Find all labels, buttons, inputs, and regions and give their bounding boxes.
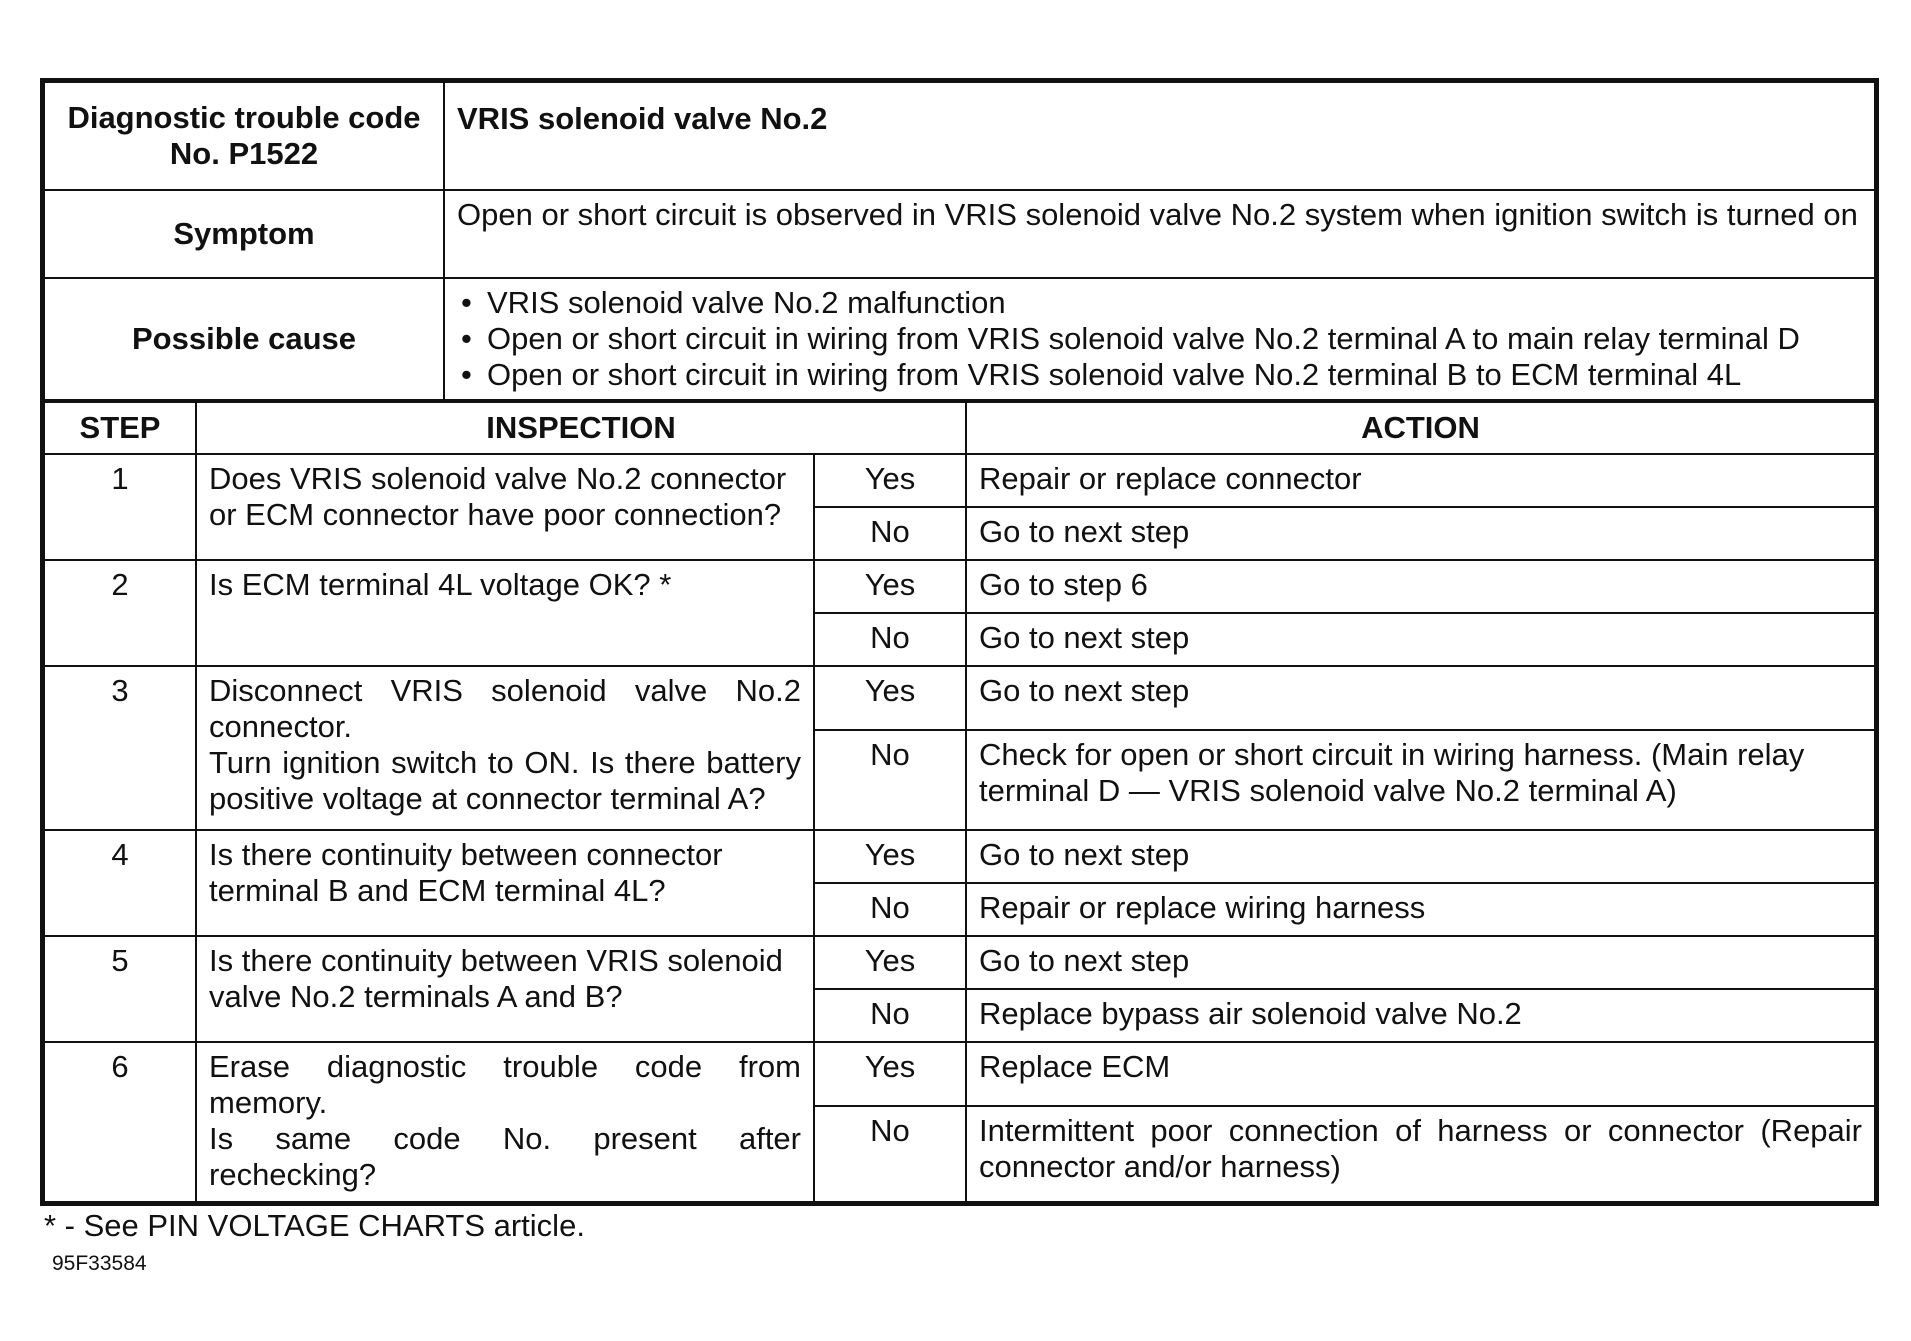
step-number: 2 (44, 560, 196, 666)
action-column-header: ACTION (966, 402, 1875, 454)
yes-label: Yes (814, 936, 966, 989)
diagnostic-table-frame (40, 78, 1879, 1206)
figure-id: 95F33584 (52, 1252, 147, 1275)
symptom-value: Open or short circuit is observed in VRIS solenoid valve No.2 system when ignition switch is turned on (457, 197, 1858, 232)
column-header-row (44, 402, 1875, 454)
step-inspection (196, 1042, 814, 1202)
yes-action: Go to next step (966, 666, 1875, 730)
inspection-line: Turn ignition switch to ON. Is there battery positive voltage at connector terminal A? (209, 745, 801, 816)
code-value-cell (444, 82, 1875, 190)
step-row-yes (44, 936, 1875, 989)
yes-label: Yes (814, 454, 966, 507)
no-label: No (814, 883, 966, 936)
cause-item: • Open or short circuit in wiring from VRIS solenoid valve No.2 terminal B to ECM terminal 4L (457, 357, 1862, 393)
code-value: VRIS solenoid valve No.2 (457, 101, 828, 136)
step-column-header: STEP (44, 402, 196, 454)
yes-action: Go to step 6 (966, 560, 1875, 613)
yes-action: Go to next step (966, 830, 1875, 883)
no-label: No (814, 1106, 966, 1202)
yes-action: Repair or replace connector (966, 454, 1875, 507)
step-row-yes (44, 830, 1875, 883)
step-row-yes (44, 454, 1875, 507)
step-inspection: Is ECM terminal 4L voltage OK? * (196, 560, 814, 666)
step-number: 6 (44, 1042, 196, 1202)
symptom-row (44, 190, 1875, 278)
yes-label: Yes (814, 560, 966, 613)
yes-action: Go to next step (966, 936, 1875, 989)
step-number: 4 (44, 830, 196, 936)
step-number: 3 (44, 666, 196, 830)
step-row-yes (44, 666, 1875, 730)
cause-list (457, 285, 1862, 393)
no-label: No (814, 989, 966, 1042)
yes-label: Yes (814, 830, 966, 883)
step-number: 5 (44, 936, 196, 1042)
steps-table (43, 401, 1876, 1203)
yes-label: Yes (814, 666, 966, 730)
no-action: Replace bypass air solenoid valve No.2 (966, 989, 1875, 1042)
dtc-header-table (43, 81, 1876, 401)
step-inspection: Does VRIS solenoid valve No.2 connector or ECM connector have poor connection? (196, 454, 814, 560)
step-row-yes (44, 1042, 1875, 1106)
footnote: * - See PIN VOLTAGE CHARTS article. (44, 1208, 585, 1243)
no-label: No (814, 613, 966, 666)
no-action: Check for open or short circuit in wiring harness. (Main relay terminal D — VRIS solenoid valve No.2 terminal A) (966, 730, 1875, 830)
yes-action: Replace ECM (966, 1042, 1875, 1106)
cause-item: • Open or short circuit in wiring from VRIS solenoid valve No.2 terminal A to main relay terminal D (457, 321, 1862, 357)
inspection-column-header: INSPECTION (196, 402, 966, 454)
no-action: Go to next step (966, 613, 1875, 666)
step-inspection: Is there continuity between VRIS solenoid valve No.2 terminals A and B? (196, 936, 814, 1042)
code-label-cell (44, 82, 444, 190)
code-label: Diagnostic trouble code No. P1522 (67, 100, 421, 171)
cause-label: Possible cause (131, 321, 356, 356)
possible-cause-row (44, 278, 1875, 400)
cause-list-cell (444, 278, 1875, 400)
no-action: Go to next step (966, 507, 1875, 560)
step-number: 1 (44, 454, 196, 560)
code-row (44, 82, 1875, 190)
cause-item: • VRIS solenoid valve No.2 malfunction (457, 285, 1862, 321)
symptom-label: Symptom (173, 216, 315, 251)
inspection-line: Is same code No. present after rechecking? (209, 1121, 801, 1192)
cause-label-cell (44, 278, 444, 400)
no-label: No (814, 730, 966, 830)
no-action: Repair or replace wiring harness (966, 883, 1875, 936)
inspection-line: Erase diagnostic trouble code from memory. (209, 1049, 801, 1120)
yes-label: Yes (814, 1042, 966, 1106)
inspection-line: Disconnect VRIS solenoid valve No.2 connector. (209, 673, 801, 744)
no-label: No (814, 507, 966, 560)
symptom-label-cell (44, 190, 444, 278)
step-inspection (196, 666, 814, 830)
symptom-value-cell (444, 190, 1875, 278)
step-row-yes (44, 560, 1875, 613)
step-inspection: Is there continuity between connector terminal B and ECM terminal 4L? (196, 830, 814, 936)
no-action: Intermittent poor connection of harness or connector (Repair connector and/or harness) (966, 1106, 1875, 1202)
